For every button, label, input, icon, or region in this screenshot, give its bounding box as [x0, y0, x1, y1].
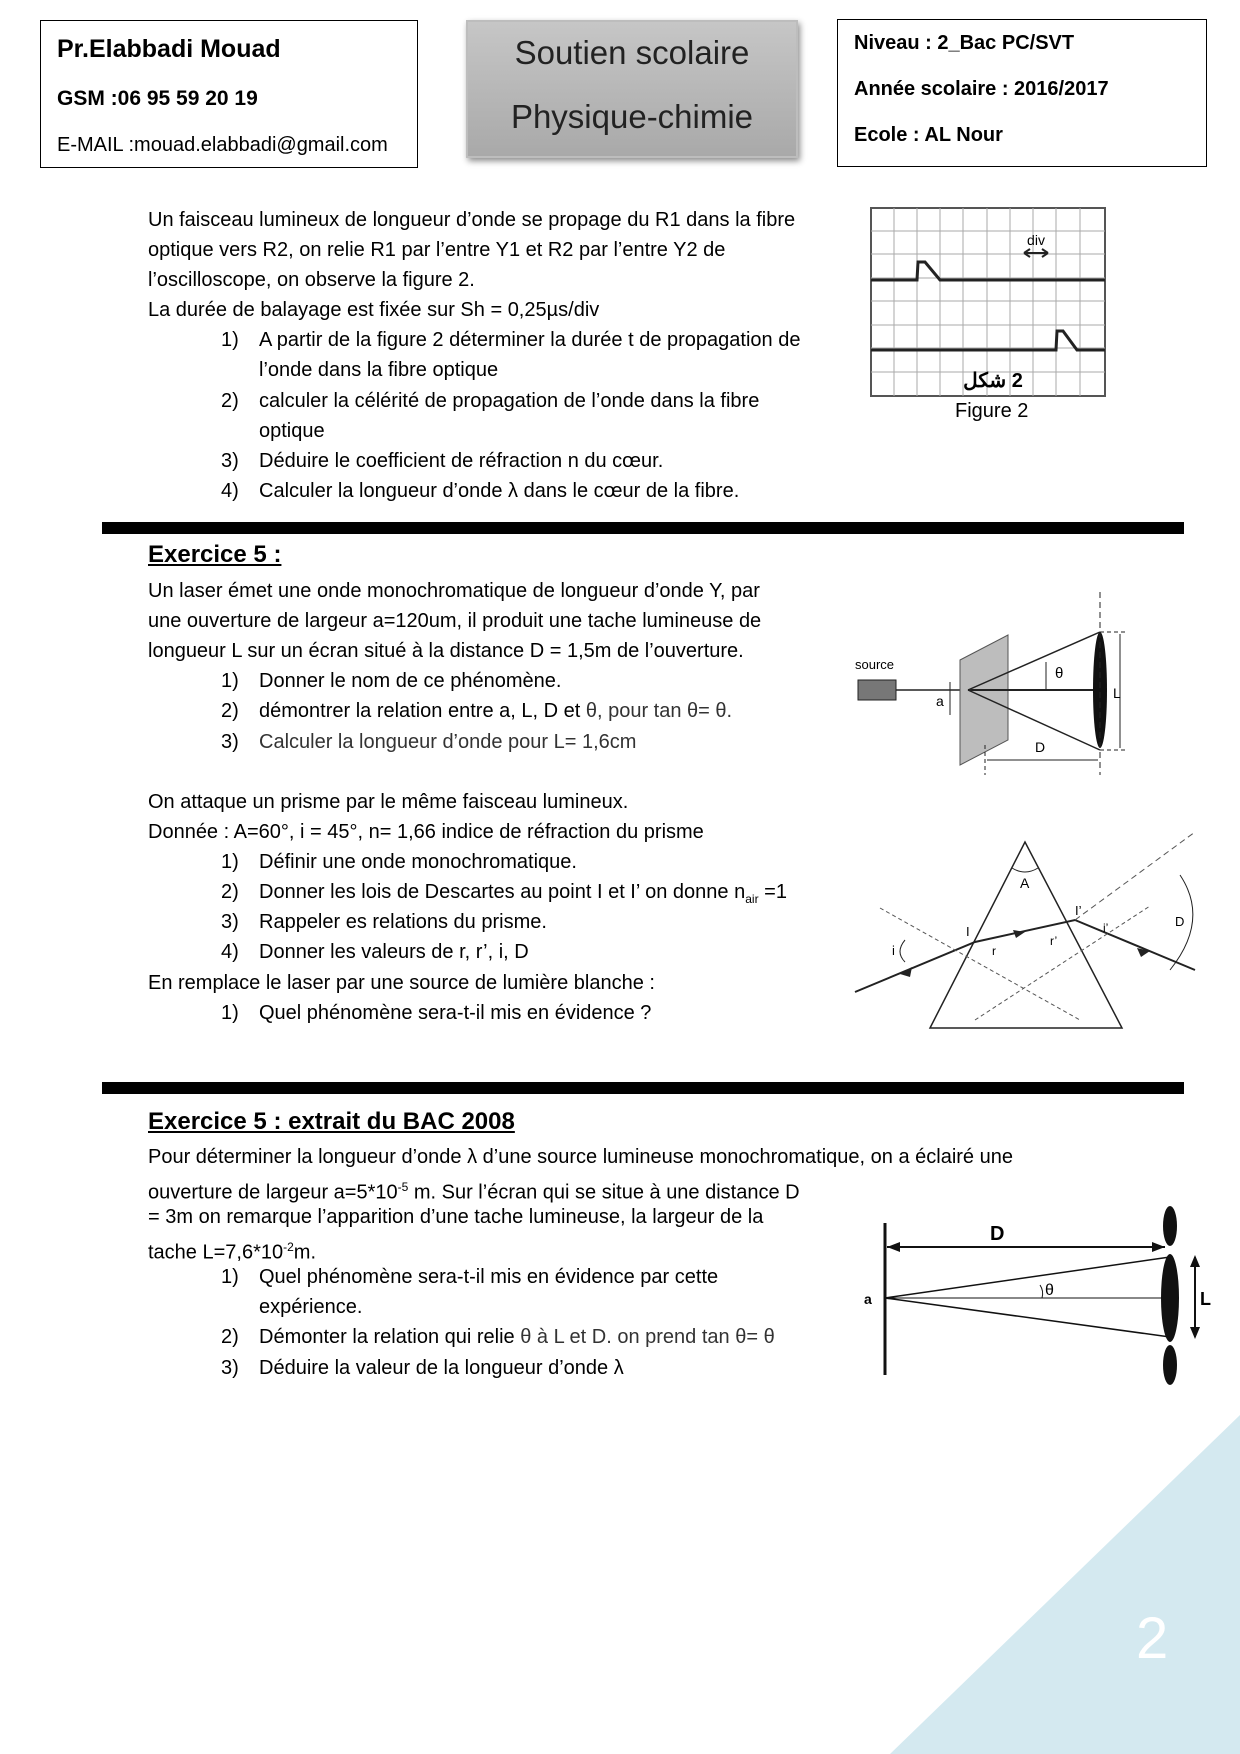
laser-source [858, 680, 896, 700]
question-text-a: Donner les lois de Descartes au point I et I’ on donne n [259, 881, 746, 903]
question-text: l’onde dans la fibre optique [259, 359, 499, 381]
fringe-top [1163, 1206, 1177, 1246]
question-text-a: Démonter la relation qui relie [259, 1326, 521, 1348]
n-air-subscript: air [745, 892, 759, 906]
ex6-line4-b: m. [293, 1241, 317, 1264]
question-text: Calculer la longueur d’onde pour L= 1,6cm [259, 731, 637, 753]
prism-intro: On attaque un prisme par le même faisceau lumineux. [148, 791, 629, 813]
prism-Ip-label: I’ [1075, 903, 1082, 918]
question-number: 2) [221, 390, 239, 412]
fig-div-label: div [1027, 232, 1045, 248]
question-number: 3) [221, 1357, 239, 1379]
fig-theta-label: θ [1045, 1282, 1054, 1299]
question-number: 4) [221, 941, 239, 963]
question-number: 3) [221, 450, 239, 472]
question-text-a: démontrer la relation entre a, L, D et [259, 700, 586, 722]
ex6-line: = 3m on remarque l’apparition d’une tache lumineuse, la largeur de la [148, 1206, 764, 1228]
ex6-line4-a: tache L=7,6*10 [148, 1241, 284, 1264]
question-text: Déduire le coefficient de réfraction n du cœur. [259, 450, 664, 472]
prism [930, 842, 1122, 1028]
section-divider [102, 522, 1184, 534]
question-text: Déduire la valeur de la longueur d’onde λ [259, 1357, 624, 1379]
ex6-line4-sup: -2 [283, 1240, 294, 1254]
question-text: Donner le nom de ce phénomène. [259, 670, 562, 692]
question-text [259, 696, 732, 726]
question-number: 3) [221, 911, 239, 933]
teacher-phone: GSM :06 95 59 20 19 [57, 87, 258, 110]
section-divider [102, 1082, 1184, 1094]
prism-rp-label: r’ [1050, 934, 1058, 948]
class-level: Niveau : 2_Bac PC/SVT [854, 32, 1075, 54]
ex5-line: longueur L sur un écran situé à la distance D = 1,5m de l’ouverture. [148, 640, 744, 662]
prism-I-label: I [966, 924, 970, 939]
fig-D-label: D [1035, 739, 1046, 755]
banner-line1: Soutien scolaire [514, 34, 750, 71]
fig-a-label: a [936, 693, 944, 709]
figure-caption: Figure 2 [955, 400, 1029, 422]
light-spot [1093, 632, 1107, 748]
question-text-c: =1 [758, 881, 787, 903]
white-light-line: En remplace le laser par une source de lumière blanche : [148, 972, 655, 994]
question-number: 1) [221, 329, 239, 351]
ex5-line: une ouverture de largeur a=120um, il produit une tache lumineuse de [148, 610, 762, 632]
question-text: optique [259, 420, 325, 442]
question-number: 4) [221, 480, 239, 502]
oscilloscope-figure [870, 207, 1108, 399]
page-number: 2 [1136, 1606, 1169, 1671]
question-number: 3) [221, 731, 239, 753]
subject-banner [466, 20, 798, 158]
question-number: 2) [221, 700, 239, 722]
prism-r-label: r [992, 944, 996, 958]
question-text: A partir de la figure 2 déterminer la durée t de propagation de [259, 329, 801, 351]
fig-D-label: D [990, 1223, 1005, 1245]
question-text-b: θ à L et D. on prend tan θ= θ [520, 1326, 775, 1348]
teacher-info-box [40, 20, 418, 168]
question-text: Rappeler es relations du prisme. [259, 911, 547, 933]
class-info-box [837, 19, 1207, 167]
central-spot [1161, 1254, 1179, 1342]
corner-decoration [890, 1415, 1240, 1754]
teacher-name: Pr.Elabbadi Mouad [57, 35, 281, 63]
ex6-line: Pour déterminer la longueur d’onde λ d’une source lumineuse monochromatique, on a éclairé une [148, 1146, 1013, 1168]
ex4-line: optique vers R2, on relie R1 par l’entre Y1 et R2 par l’entre Y2 de [148, 239, 726, 261]
ex5-line: Un laser émet une onde monochromatique de longueur d’onde Y, par [148, 580, 760, 602]
school-year: Année scolaire : 2016/2017 [854, 78, 1109, 100]
fig-source-label: source [855, 657, 895, 672]
question-text: calculer la célérité de propagation de l’onde dans la fibre [259, 390, 760, 412]
question-text: Donner les valeurs de r, r’, i, D [259, 941, 529, 963]
question-text: Définir une onde monochromatique. [259, 851, 577, 873]
teacher-email: E-MAIL :mouad.elabbadi@gmail.com [57, 134, 388, 156]
ex4-line: Un faisceau lumineux de longueur d’onde se propage du R1 dans la fibre [148, 209, 796, 231]
banner-line2: Physique-chimie [510, 98, 754, 135]
ex6-line2-a: ouverture de largeur a=5*10 [148, 1181, 398, 1204]
question-number: 2) [221, 1326, 239, 1348]
question-number: 1) [221, 851, 239, 873]
fig-L-label: L [1200, 1289, 1211, 1309]
prism-D-label: D [1175, 914, 1185, 929]
diffraction-setup-figure [850, 590, 1130, 785]
ex6-line2-sup: -5 [397, 1180, 409, 1194]
prism-A-label: A [1020, 875, 1030, 891]
question-text-b: θ, pour tan θ= θ. [585, 700, 733, 722]
fringe-bottom [1163, 1345, 1177, 1385]
school-name: Ecole : AL Nour [854, 124, 1003, 146]
fig-theta-label: θ [1055, 665, 1064, 682]
prism-i-label: i [892, 943, 895, 958]
slit-plate [960, 635, 1008, 765]
diffraction-geometry-figure [860, 1195, 1220, 1390]
fig-a-label: a [864, 1291, 872, 1307]
fig-arabic-label: 2 شكل [963, 370, 1023, 392]
question-number: 1) [221, 1266, 239, 1288]
question-number: 1) [221, 670, 239, 692]
question-text: Quel phénomène sera-t-il mis en évidence par cette [259, 1266, 719, 1288]
question-text: Quel phénomène sera-t-il mis en évidence ? [259, 1002, 652, 1024]
question-number: 2) [221, 881, 239, 903]
ex5-title: Exercice 5 : [148, 541, 282, 568]
question-number: 1) [221, 1002, 239, 1024]
ex4-line: l’oscilloscope, on observe la figure 2. [148, 269, 475, 291]
question-text: Calculer la longueur d’onde λ dans le cœur de la fibre. [259, 480, 740, 502]
fig-L-label: L [1113, 685, 1121, 701]
ex4-line: La durée de balayage est fixée sur Sh = 0,25µs/div [148, 299, 600, 321]
ex6-title: Exercice 5 : extrait du BAC 2008 [148, 1108, 515, 1135]
prism-ipr-label: i’ [1103, 921, 1109, 935]
prism-figure [850, 820, 1206, 1035]
question-text [259, 1322, 775, 1352]
question-text: expérience. [259, 1296, 363, 1318]
ex6-line2-b: m. Sur l’écran qui se situe à une distance D [408, 1181, 800, 1204]
prism-data: Donnée : A=60°, i = 45°, n= 1,66 indice de réfraction du prisme [148, 821, 704, 843]
